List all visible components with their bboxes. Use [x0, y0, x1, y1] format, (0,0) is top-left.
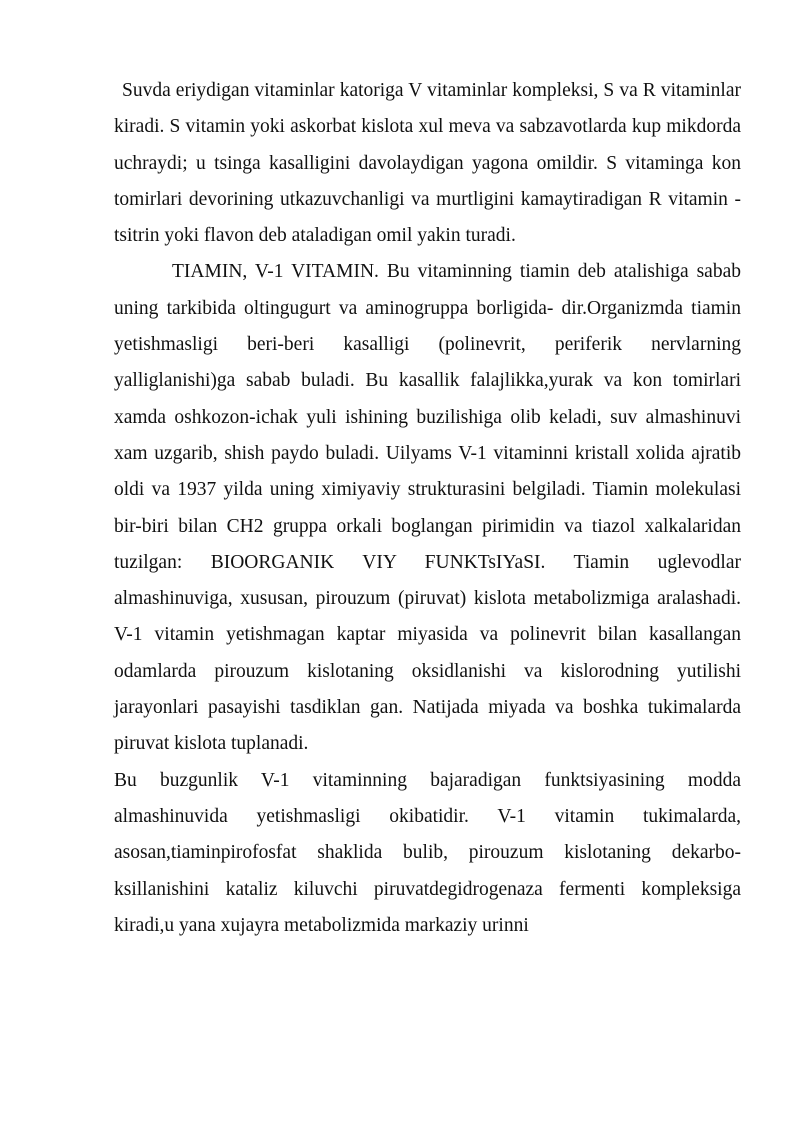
paragraph-tiamin: TIAMIN, V-1 VITAMIN. Bu vitaminning tiamin deb atalishiga sabab uning tarkibida oltingugurt va aminogruppa borligida- dir.Organizmda tiamin yetishmasligi beri-beri kasalligi (polinevrit, periferik nervlarning yalliglanishi)ga sabab buladi. Bu kasallik falajlikka,yurak va kon tomirlari xamda oshkozon-ichak yuli ishining buzilishiga olib keladi, suv almashinuvi xam uzgarib, shish paydo buladi. Uilyams V-1 vitaminni kristall xolida ajratib oldi va 1937 yilda uning ximiyaviy strukturasini belgiladi. Tiamin molekulasi bir-biri bilan CH2 gruppa orkali boglangan pirimidin va tiazol xalkalaridan tuzilgan: BIOORGANIK VIY FUNKTsIYaSI. Tiamin uglevodlar almashinuviga, xususan, pirouzum (piruvat) kislota metabolizmiga aralashadi. V-1 vitamin yetishmagan kaptar miyasida va polinevrit bilan kasallangan odamlarda pirouzum kislotaning oksidlanishi va kislorodning yutilishi jarayonlari pasayishi tasdiklan gan. Natijada miyada va boshka tukimalarda piruvat kislota tuplanadi.: [114, 261, 741, 755]
paragraph-buzgunlik: Bu buzgunlik V-1 vitaminning bajaradigan funktsiyasining modda almashinuvida yetishmasligi okibatidir. V-1 vitamin tukimalarda, asosan,tiaminpirofosfat shaklida bulib, pirouzum kislotaning dekarbo- ksillanishini kataliz kiluvchi piruvatdegidrogenaza fermenti kompleksiga kiradi,u yana xujayra metabolizmida markaziy urinni: [114, 769, 741, 936]
document-body: [114, 73, 741, 944]
paragraph-vitamin-intro: Suvda eriydigan vitaminlar katoriga V vitaminlar kompleksi, S va R vitaminlar kiradi. S vitamin yoki askorbat kislota xul meva va sabzavotlarda kup mikdorda uchraydi; u tsinga kasalligini davolaydigan yagona omildir. S vitaminga kon tomirlari devorining utkazuvchanligi va murtligini kamaytiradigan R vitamin - tsitrin yoki flavon deb ataladigan omil yakin turadi.: [114, 80, 741, 247]
